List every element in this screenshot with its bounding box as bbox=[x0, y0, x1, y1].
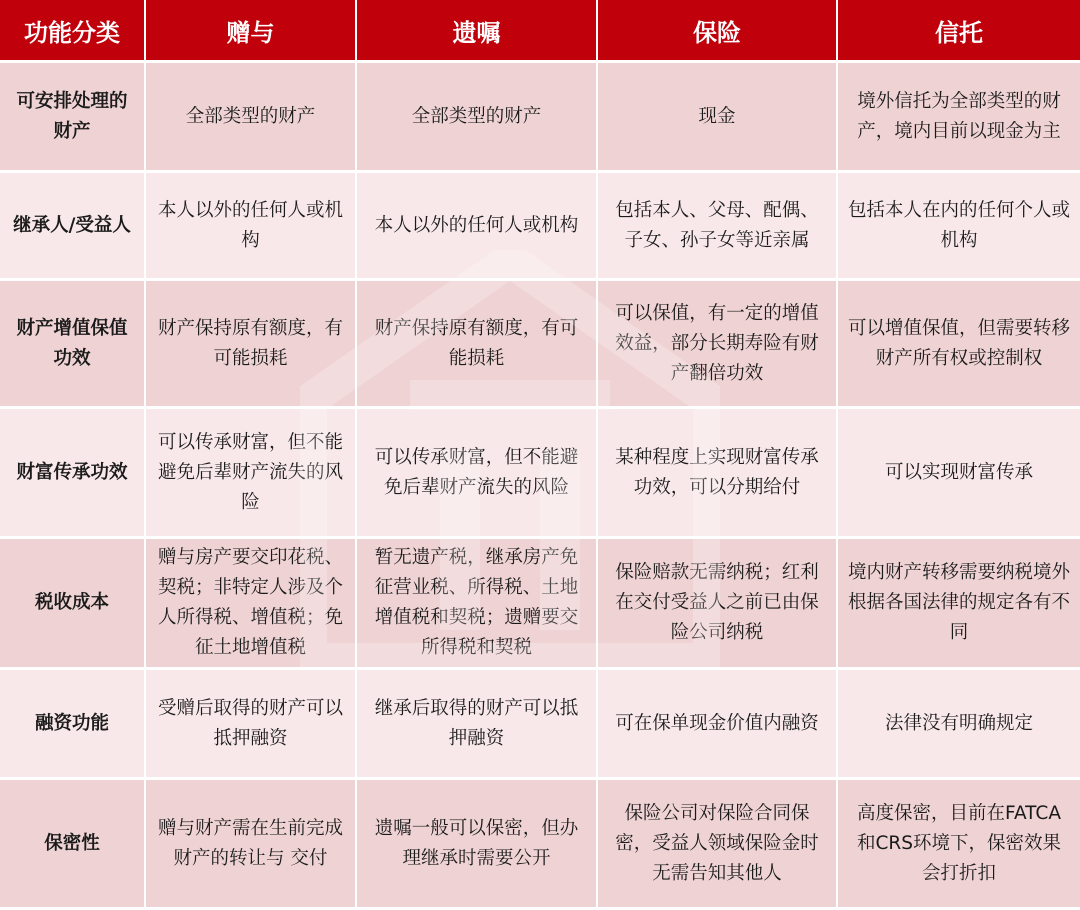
cell-gift: 赠与财产需在生前完成财产的转让与 交付 bbox=[146, 780, 357, 910]
header-category: 功能分类 bbox=[0, 0, 146, 63]
cell-gift: 本人以外的任何人或机构 bbox=[146, 173, 357, 281]
cell-trust: 境外信托为全部类型的财产，境内目前以现金为主 bbox=[838, 63, 1080, 173]
cell-will: 财产保持原有额度，有可能损耗 bbox=[357, 281, 598, 409]
row-label: 税收成本 bbox=[0, 539, 146, 670]
header-row bbox=[0, 0, 1080, 63]
cell-trust: 包括本人在内的任何个人或机构 bbox=[838, 173, 1080, 281]
table-row bbox=[0, 173, 1080, 281]
cell-will: 遗嘱一般可以保密，但办理继承时需要公开 bbox=[357, 780, 598, 910]
cell-gift: 财产保持原有额度，有可能损耗 bbox=[146, 281, 357, 409]
cell-trust: 可以实现财富传承 bbox=[838, 409, 1080, 539]
cell-will: 全部类型的财产 bbox=[357, 63, 598, 173]
cell-trust: 境内财产转移需要纳税境外根据各国法律的规定各有不同 bbox=[838, 539, 1080, 670]
cell-trust: 可以增值保值，但需要转移财产所有权或控制权 bbox=[838, 281, 1080, 409]
table-row bbox=[0, 409, 1080, 539]
table-row bbox=[0, 780, 1080, 910]
cell-trust: 高度保密，目前在FATCA和CRS环境下，保密效果会打折扣 bbox=[838, 780, 1080, 910]
cell-insurance: 某种程度上实现财富传承功效，可以分期给付 bbox=[598, 409, 838, 539]
header-will: 遗嘱 bbox=[357, 0, 598, 63]
table-row bbox=[0, 281, 1080, 409]
cell-gift: 全部类型的财产 bbox=[146, 63, 357, 173]
cell-will: 暂无遗产税，继承房产免征营业税、所得税、土地增值税和契税；遗赠要交所得税和契税 bbox=[357, 539, 598, 670]
row-label: 财富传承功效 bbox=[0, 409, 146, 539]
row-label: 继承人/受益人 bbox=[0, 173, 146, 281]
table-row bbox=[0, 63, 1080, 173]
header-gift: 赠与 bbox=[146, 0, 357, 63]
cell-insurance: 保险赔款无需纳税；红利在交付受益人之前已由保险公司纳税 bbox=[598, 539, 838, 670]
cell-trust: 法律没有明确规定 bbox=[838, 670, 1080, 780]
cell-insurance: 可以保值，有一定的增值效益，部分长期寿险有财产翻倍功效 bbox=[598, 281, 838, 409]
cell-gift: 受赠后取得的财产可以抵押融资 bbox=[146, 670, 357, 780]
cell-gift: 可以传承财富，但不能避免后辈财产流失的风险 bbox=[146, 409, 357, 539]
cell-insurance: 现金 bbox=[598, 63, 838, 173]
cell-will: 本人以外的任何人或机构 bbox=[357, 173, 598, 281]
row-label: 财产增值保值功效 bbox=[0, 281, 146, 409]
row-label: 可安排处理的财产 bbox=[0, 63, 146, 173]
header-insurance: 保险 bbox=[598, 0, 838, 63]
header-trust: 信托 bbox=[838, 0, 1080, 63]
cell-will: 可以传承财富，但不能避免后辈财产流失的风险 bbox=[357, 409, 598, 539]
row-label: 保密性 bbox=[0, 780, 146, 910]
table-row bbox=[0, 670, 1080, 780]
row-label: 融资功能 bbox=[0, 670, 146, 780]
table-row bbox=[0, 539, 1080, 670]
cell-insurance: 包括本人、父母、配偶、子女、孙子女等近亲属 bbox=[598, 173, 838, 281]
cell-gift: 赠与房产要交印花税、契税；非特定人涉及个人所得税、增值税；免征土地增值税 bbox=[146, 539, 357, 670]
cell-will: 继承后取得的财产可以抵押融资 bbox=[357, 670, 598, 780]
cell-insurance: 可在保单现金价值内融资 bbox=[598, 670, 838, 780]
cell-insurance: 保险公司对保险合同保密，受益人领域保险金时无需告知其他人 bbox=[598, 780, 838, 910]
